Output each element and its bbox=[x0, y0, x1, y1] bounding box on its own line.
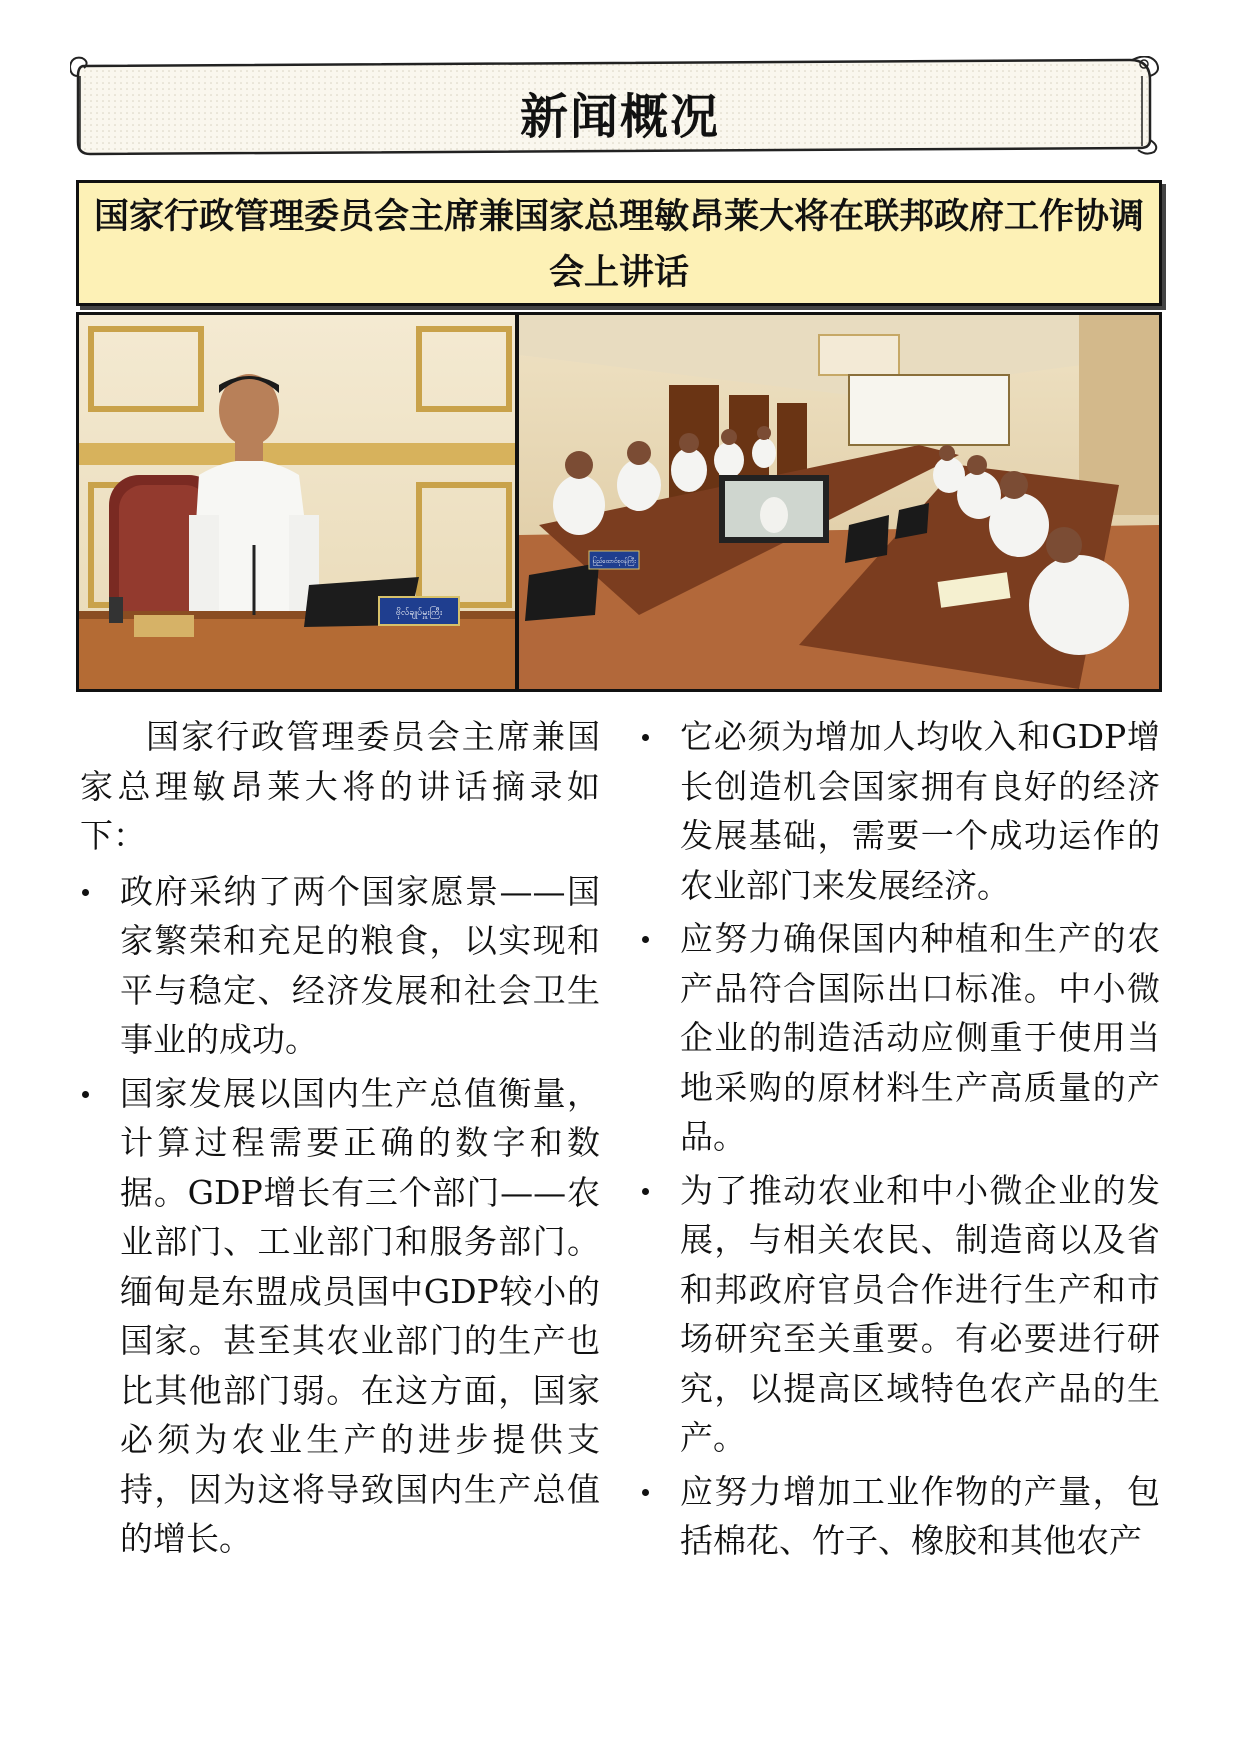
photo-strip bbox=[76, 312, 1162, 692]
list-item: 应努力增加工业作物的产量，包括棉花、竹子、橡胶和其他农产 bbox=[640, 1467, 1160, 1566]
photo-speaker bbox=[79, 315, 515, 689]
list-item: 为了推动农业和中小微企业的发展，与相关农民、制造商以及省和邦政府官员合作进行生产和市场研究至关重要。有必要进行研究，以提高区域特色农产品的生产。 bbox=[640, 1166, 1160, 1463]
list-item: 应努力确保国内种植和生产的农产品符合国际出口标准。中小微企业的制造活动应侧重于使用当地采购的原材料生产高质量的产品。 bbox=[640, 914, 1160, 1162]
banner-scroll bbox=[70, 56, 1170, 160]
list-item: 它必须为增加人均收入和GDP增长创造机会国家拥有良好的经济发展基础，需要一个成功运作的农业部门来发展经济。 bbox=[640, 712, 1160, 910]
right-column bbox=[640, 712, 1160, 1570]
intro-paragraph: 国家行政管理委员会主席兼国家总理敏昂莱大将的讲话摘录如下： bbox=[80, 717, 600, 855]
left-column bbox=[80, 712, 600, 1568]
right-bullet-list bbox=[640, 712, 1160, 1566]
nameplate-right: ပြည်ထောင်စုဝန်ကြီး bbox=[592, 558, 636, 565]
nameplate-left: ဗိုလ်ချုပ်မှူးကြီး bbox=[395, 608, 443, 618]
article-headline: 国家行政管理委员会主席兼国家总理敏昂莱大将在联邦政府工作协调会上讲话 bbox=[76, 180, 1162, 306]
list-item: 政府采纳了两个国家愿景——国家繁荣和充足的粮食，以实现和平与稳定、经济发展和社会卫生事业的成功。 bbox=[80, 867, 600, 1065]
left-bullet-list bbox=[80, 867, 600, 1564]
banner-title: 新闻概况 bbox=[519, 89, 720, 145]
list-item: 国家发展以国内生产总值衡量，计算过程需要正确的数字和数据。GDP增长有三个部门——农业部门、工业部门和服务部门。缅甸是东盟成员国中GDP较小的国家。甚至其农业部门的生产也比其他部门弱。在这方面，国家必须为农业生产的进步提供支持，因为这将导致国内生产总值的增长。 bbox=[80, 1069, 600, 1564]
photo-meeting-room bbox=[519, 315, 1159, 689]
